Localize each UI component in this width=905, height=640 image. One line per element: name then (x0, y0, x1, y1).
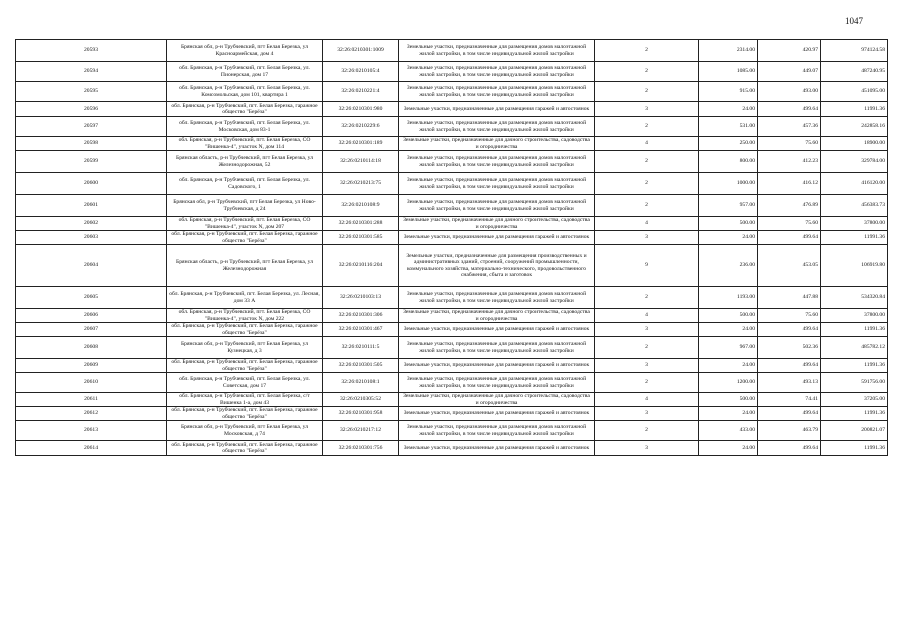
table-row (16, 441, 888, 456)
row-number-cell: 20593 (16, 40, 167, 62)
group-cell: 2 (595, 373, 699, 393)
page-number: 1047 (845, 16, 863, 26)
specific-value-cell: 74.41 (758, 393, 821, 407)
land-use-cell: Земельные участки, предназначенные для размещения домов малоэтажной жилой застройки, в том числе индивидуальной жилой застройки (399, 337, 595, 359)
table-row (16, 309, 888, 323)
address-cell: обл. Брянская, р-н Трубчевский, пгт. Белая Березка, ул. Советская, дом 17 (167, 373, 323, 393)
land-registry-table (15, 39, 888, 456)
cadastral-number-cell: 32:26:0210301:1009 (323, 40, 399, 62)
specific-value-cell: 447.88 (758, 287, 821, 309)
address-cell: обл. Брянская, р-н Трубчевский, пгт. Белая Березка, гаражное общество "Берёза" (167, 231, 323, 245)
table-row (16, 231, 888, 245)
area-cell: 957.00 (699, 195, 758, 217)
cadastral-number-cell: 32:26:0210229:6 (323, 117, 399, 137)
group-cell: 2 (595, 82, 699, 102)
row-number-cell: 20605 (16, 287, 167, 309)
group-cell: 4 (595, 309, 699, 323)
group-cell: 2 (595, 151, 699, 173)
group-cell: 2 (595, 421, 699, 441)
group-cell: 3 (595, 231, 699, 245)
address-cell: Брянская обл, р-н Трубчевский, пгт Белая Березка, ул Московская, д 74 (167, 421, 323, 441)
address-cell: обл. Брянская, р-н Трубчевский, пгт. Белая Березка, гаражное общество "Берёза" (167, 102, 323, 117)
cadastral-value-cell: 11991.36 (821, 231, 888, 245)
row-number-cell: 20597 (16, 117, 167, 137)
specific-value-cell: 457.36 (758, 117, 821, 137)
row-number-cell: 20599 (16, 151, 167, 173)
address-cell: обл. Брянская, р-н Трубчевский, пгт. Белая Березка, ул. Московская, дом 83-1 (167, 117, 323, 137)
specific-value-cell: 75.60 (758, 217, 821, 231)
area-cell: 24.00 (699, 323, 758, 337)
area-cell: 433.00 (699, 421, 758, 441)
cadastral-number-cell: 32:26:0210301:288 (323, 217, 399, 231)
cadastral-number-cell: 32:26:0210301:467 (323, 323, 399, 337)
specific-value-cell: 412.23 (758, 151, 821, 173)
land-use-cell: Земельные участки, предназначенные для размещения домов малоэтажной жилой застройки, в том числе индивидуальной жилой застройки (399, 117, 595, 137)
row-number-cell: 20614 (16, 441, 167, 456)
cadastral-number-cell: 32:26:0210305:52 (323, 393, 399, 407)
land-use-cell: Земельные участки, предназначенные для дачного строительства, садоводства и огородничества (399, 217, 595, 231)
group-cell: 3 (595, 441, 699, 456)
land-use-cell: Земельные участки, предназначенные для размещения домов малоэтажной жилой застройки, в том числе индивидуальной жилой застройки (399, 82, 595, 102)
cadastral-number-cell: 32:26:0210108:9 (323, 195, 399, 217)
specific-value-cell: 499.64 (758, 407, 821, 421)
land-use-cell: Земельные участки, предназначенные для размещения гаражей и автостоянок (399, 102, 595, 117)
cadastral-number-cell: 32:26:0210301:585 (323, 231, 399, 245)
land-use-cell: Земельные участки, предназначенные для размещения домов малоэтажной жилой застройки, в том числе индивидуальной жилой застройки (399, 151, 595, 173)
land-use-cell: Земельные участки, предназначенные для размещения домов малоэтажной жилой застройки, в том числе индивидуальной жилой застройки (399, 287, 595, 309)
group-cell: 4 (595, 137, 699, 151)
land-use-cell: Земельные участки, предназначенные для размещения гаражей и автостоянок (399, 407, 595, 421)
area-cell: 2314.00 (699, 40, 758, 62)
land-use-cell: Земельные участки, предназначенные для размещения гаражей и автостоянок (399, 441, 595, 456)
land-use-cell: Земельные участки, предназначенные для размещения производственных и административных зданий, строений, сооружений промышленности, коммунального хозяйства, материально-технического, продовольственного снабжения, сбыта и заготовок (399, 245, 595, 287)
specific-value-cell: 416.12 (758, 173, 821, 195)
group-cell: 2 (595, 195, 699, 217)
cadastral-number-cell: 32:26:0210111:5 (323, 337, 399, 359)
address-cell: обл. Брянская, р-н Трубчевский, пгт. Белая Березка, гаражное общество "Берёза" (167, 359, 323, 373)
land-use-cell: Земельные участки, предназначенные для размещения домов малоэтажной жилой застройки, в том числе индивидуальной жилой застройки (399, 195, 595, 217)
area-cell: 800.00 (699, 151, 758, 173)
cadastral-value-cell: 456383.73 (821, 195, 888, 217)
area-cell: 531.00 (699, 117, 758, 137)
area-cell: 24.00 (699, 231, 758, 245)
cadastral-number-cell: 32:26:0210217:12 (323, 421, 399, 441)
row-number-cell: 20606 (16, 309, 167, 323)
row-number-cell: 20603 (16, 231, 167, 245)
land-use-cell: Земельные участки, предназначенные для дачного строительства, садоводства и огородничества (399, 137, 595, 151)
row-number-cell: 20604 (16, 245, 167, 287)
group-cell: 3 (595, 102, 699, 117)
address-cell: обл. Брянская, р-н Трубчевский, пгт. Белая Березка, СО "Вишенка-4", участок N, дом 114 (167, 137, 323, 151)
land-use-cell: Земельные участки, предназначенные для размещения домов малоэтажной жилой застройки, в том числе индивидуальной жилой застройки (399, 173, 595, 195)
specific-value-cell: 453.05 (758, 245, 821, 287)
area-cell: 24.00 (699, 407, 758, 421)
table-row (16, 173, 888, 195)
area-cell: 1193.00 (699, 287, 758, 309)
table-row (16, 195, 888, 217)
group-cell: 2 (595, 173, 699, 195)
cadastral-value-cell: 416120.00 (821, 173, 888, 195)
area-cell: 500.00 (699, 309, 758, 323)
cadastral-value-cell: 11991.36 (821, 441, 888, 456)
group-cell: 9 (595, 245, 699, 287)
cadastral-value-cell: 974124.58 (821, 40, 888, 62)
row-number-cell: 20601 (16, 195, 167, 217)
specific-value-cell: 499.64 (758, 359, 821, 373)
cadastral-value-cell: 591756.00 (821, 373, 888, 393)
area-cell: 500.00 (699, 393, 758, 407)
address-cell: обл. Брянская, р-н Трубчевский, пгт. Белая Березка, гаражное общество "Берёза" (167, 323, 323, 337)
specific-value-cell: 449.07 (758, 62, 821, 82)
row-number-cell: 20613 (16, 421, 167, 441)
address-cell: обл. Брянская, р-н Трубчевский, пгт. Белая Березка, гаражное общество "Берёза" (167, 407, 323, 421)
area-cell: 967.00 (699, 337, 758, 359)
table-row (16, 373, 888, 393)
cadastral-value-cell: 11991.36 (821, 359, 888, 373)
address-cell: обл. Брянская, р-н Трубчевский, пгт. Белая Березка, с/т Вишенка 1-а, дом 43 (167, 393, 323, 407)
specific-value-cell: 499.64 (758, 441, 821, 456)
cadastral-number-cell: 32:26:0210105:4 (323, 62, 399, 82)
table-row (16, 359, 888, 373)
cadastral-number-cell: 32:26:0210221:4 (323, 82, 399, 102)
cadastral-value-cell: 200821.07 (821, 421, 888, 441)
address-cell: Брянская обл, р-н Трубчевский, пгт Белая Березка, ул Кузнецкая, д 3 (167, 337, 323, 359)
cadastral-value-cell: 37205.00 (821, 393, 888, 407)
group-cell: 4 (595, 217, 699, 231)
row-number-cell: 20602 (16, 217, 167, 231)
address-cell: обл. Брянская, р-н Трубчевский, пгт. Белая Березка, ул. Садовского, 1 (167, 173, 323, 195)
cadastral-value-cell: 329784.00 (821, 151, 888, 173)
row-number-cell: 20594 (16, 62, 167, 82)
address-cell: обл. Брянская, р-н Трубчевский, пгт. Белая Березка, гаражное общество "Берёза" (167, 441, 323, 456)
group-cell: 2 (595, 40, 699, 62)
cadastral-value-cell: 451095.00 (821, 82, 888, 102)
table-row (16, 82, 888, 102)
table-row (16, 337, 888, 359)
land-use-cell: Земельные участки, предназначенные для размещения домов малоэтажной жилой застройки, в том числе индивидуальной жилой застройки (399, 40, 595, 62)
area-cell: 1085.00 (699, 62, 758, 82)
address-cell: Брянская обл, р-н Трубчевский, пгт Белая Березка, ул Ново-Трубчевская, д 24 (167, 195, 323, 217)
area-cell: 500.00 (699, 217, 758, 231)
table-body (16, 40, 888, 456)
table-row (16, 287, 888, 309)
group-cell: 2 (595, 62, 699, 82)
address-cell: обл. Брянская, р-н Трубчевский, пгт. Белая Березка, ул. Комсомольская, дом 101, квартира 1 (167, 82, 323, 102)
land-use-cell: Земельные участки, предназначенные для размещения гаражей и автостоянок (399, 231, 595, 245)
cadastral-number-cell: 32:26:0210301:980 (323, 102, 399, 117)
specific-value-cell: 493.13 (758, 373, 821, 393)
table-row (16, 151, 888, 173)
table-row (16, 323, 888, 337)
land-use-cell: Земельные участки, предназначенные для размещения гаражей и автостоянок (399, 359, 595, 373)
group-cell: 3 (595, 359, 699, 373)
land-use-cell: Земельные участки, предназначенные для размещения домов малоэтажной жилой застройки, в том числе индивидуальной жилой застройки (399, 62, 595, 82)
area-cell: 1200.00 (699, 373, 758, 393)
cadastral-number-cell: 32:26:0210116:204 (323, 245, 399, 287)
address-cell: Брянская область, р-н Трубчевский, пгт Белая Березка, ул Железнодорожная (167, 245, 323, 287)
table-row (16, 393, 888, 407)
table-row (16, 421, 888, 441)
table-row (16, 137, 888, 151)
cadastral-number-cell: 32:26:0210301:189 (323, 137, 399, 151)
cadastral-number-cell: 32:26:0210301:505 (323, 359, 399, 373)
table-row (16, 62, 888, 82)
group-cell: 3 (595, 407, 699, 421)
row-number-cell: 20600 (16, 173, 167, 195)
row-number-cell: 20612 (16, 407, 167, 421)
address-cell: Брянская область, р-н Трубчевский, пгт Белая Березка, ул Железнодорожная, 52 (167, 151, 323, 173)
row-number-cell: 20610 (16, 373, 167, 393)
cadastral-number-cell: 32:26:0210114:18 (323, 151, 399, 173)
cadastral-number-cell: 32:26:0210301:756 (323, 441, 399, 456)
specific-value-cell: 499.64 (758, 102, 821, 117)
specific-value-cell: 75.60 (758, 309, 821, 323)
cadastral-value-cell: 11991.36 (821, 323, 888, 337)
cadastral-value-cell: 485782.12 (821, 337, 888, 359)
address-cell: обл. Брянская, р-н Трубчевский, пгт. Белая Березка, ул. Пионерская, дом 17 (167, 62, 323, 82)
table-row (16, 245, 888, 287)
row-number-cell: 20598 (16, 137, 167, 151)
row-number-cell: 20596 (16, 102, 167, 117)
specific-value-cell: 463.79 (758, 421, 821, 441)
specific-value-cell: 476.89 (758, 195, 821, 217)
specific-value-cell: 75.60 (758, 137, 821, 151)
land-use-cell: Земельные участки, предназначенные для размещения домов малоэтажной жилой застройки, в том числе индивидуальной жилой застройки (399, 373, 595, 393)
cadastral-value-cell: 37800.00 (821, 309, 888, 323)
address-cell: обл. Брянская, р-н Трубчевский, пгт. Белая Березка, СО "Вишенка-4", участок N, дом 207 (167, 217, 323, 231)
cadastral-value-cell: 11991.36 (821, 102, 888, 117)
cadastral-value-cell: 242858.16 (821, 117, 888, 137)
cadastral-value-cell: 37800.00 (821, 217, 888, 231)
row-number-cell: 20607 (16, 323, 167, 337)
row-number-cell: 20611 (16, 393, 167, 407)
cadastral-value-cell: 534320.84 (821, 287, 888, 309)
specific-value-cell: 420.97 (758, 40, 821, 62)
group-cell: 2 (595, 337, 699, 359)
address-cell: Брянская обл, р-н Трубчевский, пгт Белая Березка, ул Красноармейская, дом 4 (167, 40, 323, 62)
land-use-cell: Земельные участки, предназначенные для дачного строительства, садоводства и огородничества (399, 393, 595, 407)
cadastral-number-cell: 32:26:0210108:1 (323, 373, 399, 393)
table-row (16, 40, 888, 62)
cadastral-value-cell: 487240.95 (821, 62, 888, 82)
area-cell: 24.00 (699, 441, 758, 456)
area-cell: 24.00 (699, 359, 758, 373)
land-use-cell: Земельные участки, предназначенные для дачного строительства, садоводства и огородничества (399, 309, 595, 323)
land-use-cell: Земельные участки, предназначенные для размещения домов малоэтажной жилой застройки, в том числе индивидуальной жилой застройки (399, 421, 595, 441)
table-row (16, 217, 888, 231)
specific-value-cell: 499.64 (758, 323, 821, 337)
cadastral-number-cell: 32:26:0210103:13 (323, 287, 399, 309)
specific-value-cell: 493.00 (758, 82, 821, 102)
area-cell: 1000.00 (699, 173, 758, 195)
row-number-cell: 20608 (16, 337, 167, 359)
group-cell: 2 (595, 117, 699, 137)
specific-value-cell: 502.36 (758, 337, 821, 359)
area-cell: 24.00 (699, 102, 758, 117)
address-cell: обл. Брянская, р-н Трубчевский, пгт. Белая Березка, ул. Лесная, дом 33 А (167, 287, 323, 309)
specific-value-cell: 499.64 (758, 231, 821, 245)
cadastral-value-cell: 18900.00 (821, 137, 888, 151)
land-use-cell: Земельные участки, предназначенные для размещения гаражей и автостоянок (399, 323, 595, 337)
row-number-cell: 20595 (16, 82, 167, 102)
table-row (16, 102, 888, 117)
group-cell: 2 (595, 287, 699, 309)
cadastral-value-cell: 106919.80 (821, 245, 888, 287)
group-cell: 3 (595, 323, 699, 337)
group-cell: 4 (595, 393, 699, 407)
area-cell: 915.00 (699, 82, 758, 102)
area-cell: 250.00 (699, 137, 758, 151)
cadastral-number-cell: 32:26:0210301:306 (323, 309, 399, 323)
row-number-cell: 20609 (16, 359, 167, 373)
table-row (16, 117, 888, 137)
address-cell: обл. Брянская, р-н Трубчевский, пгт. Белая Березка, СО "Вишенка-4", участок N, дом 222 (167, 309, 323, 323)
area-cell: 236.00 (699, 245, 758, 287)
cadastral-number-cell: 32:26:0210301:958 (323, 407, 399, 421)
cadastral-value-cell: 11991.36 (821, 407, 888, 421)
table-row (16, 407, 888, 421)
cadastral-number-cell: 32:26:0210213:75 (323, 173, 399, 195)
